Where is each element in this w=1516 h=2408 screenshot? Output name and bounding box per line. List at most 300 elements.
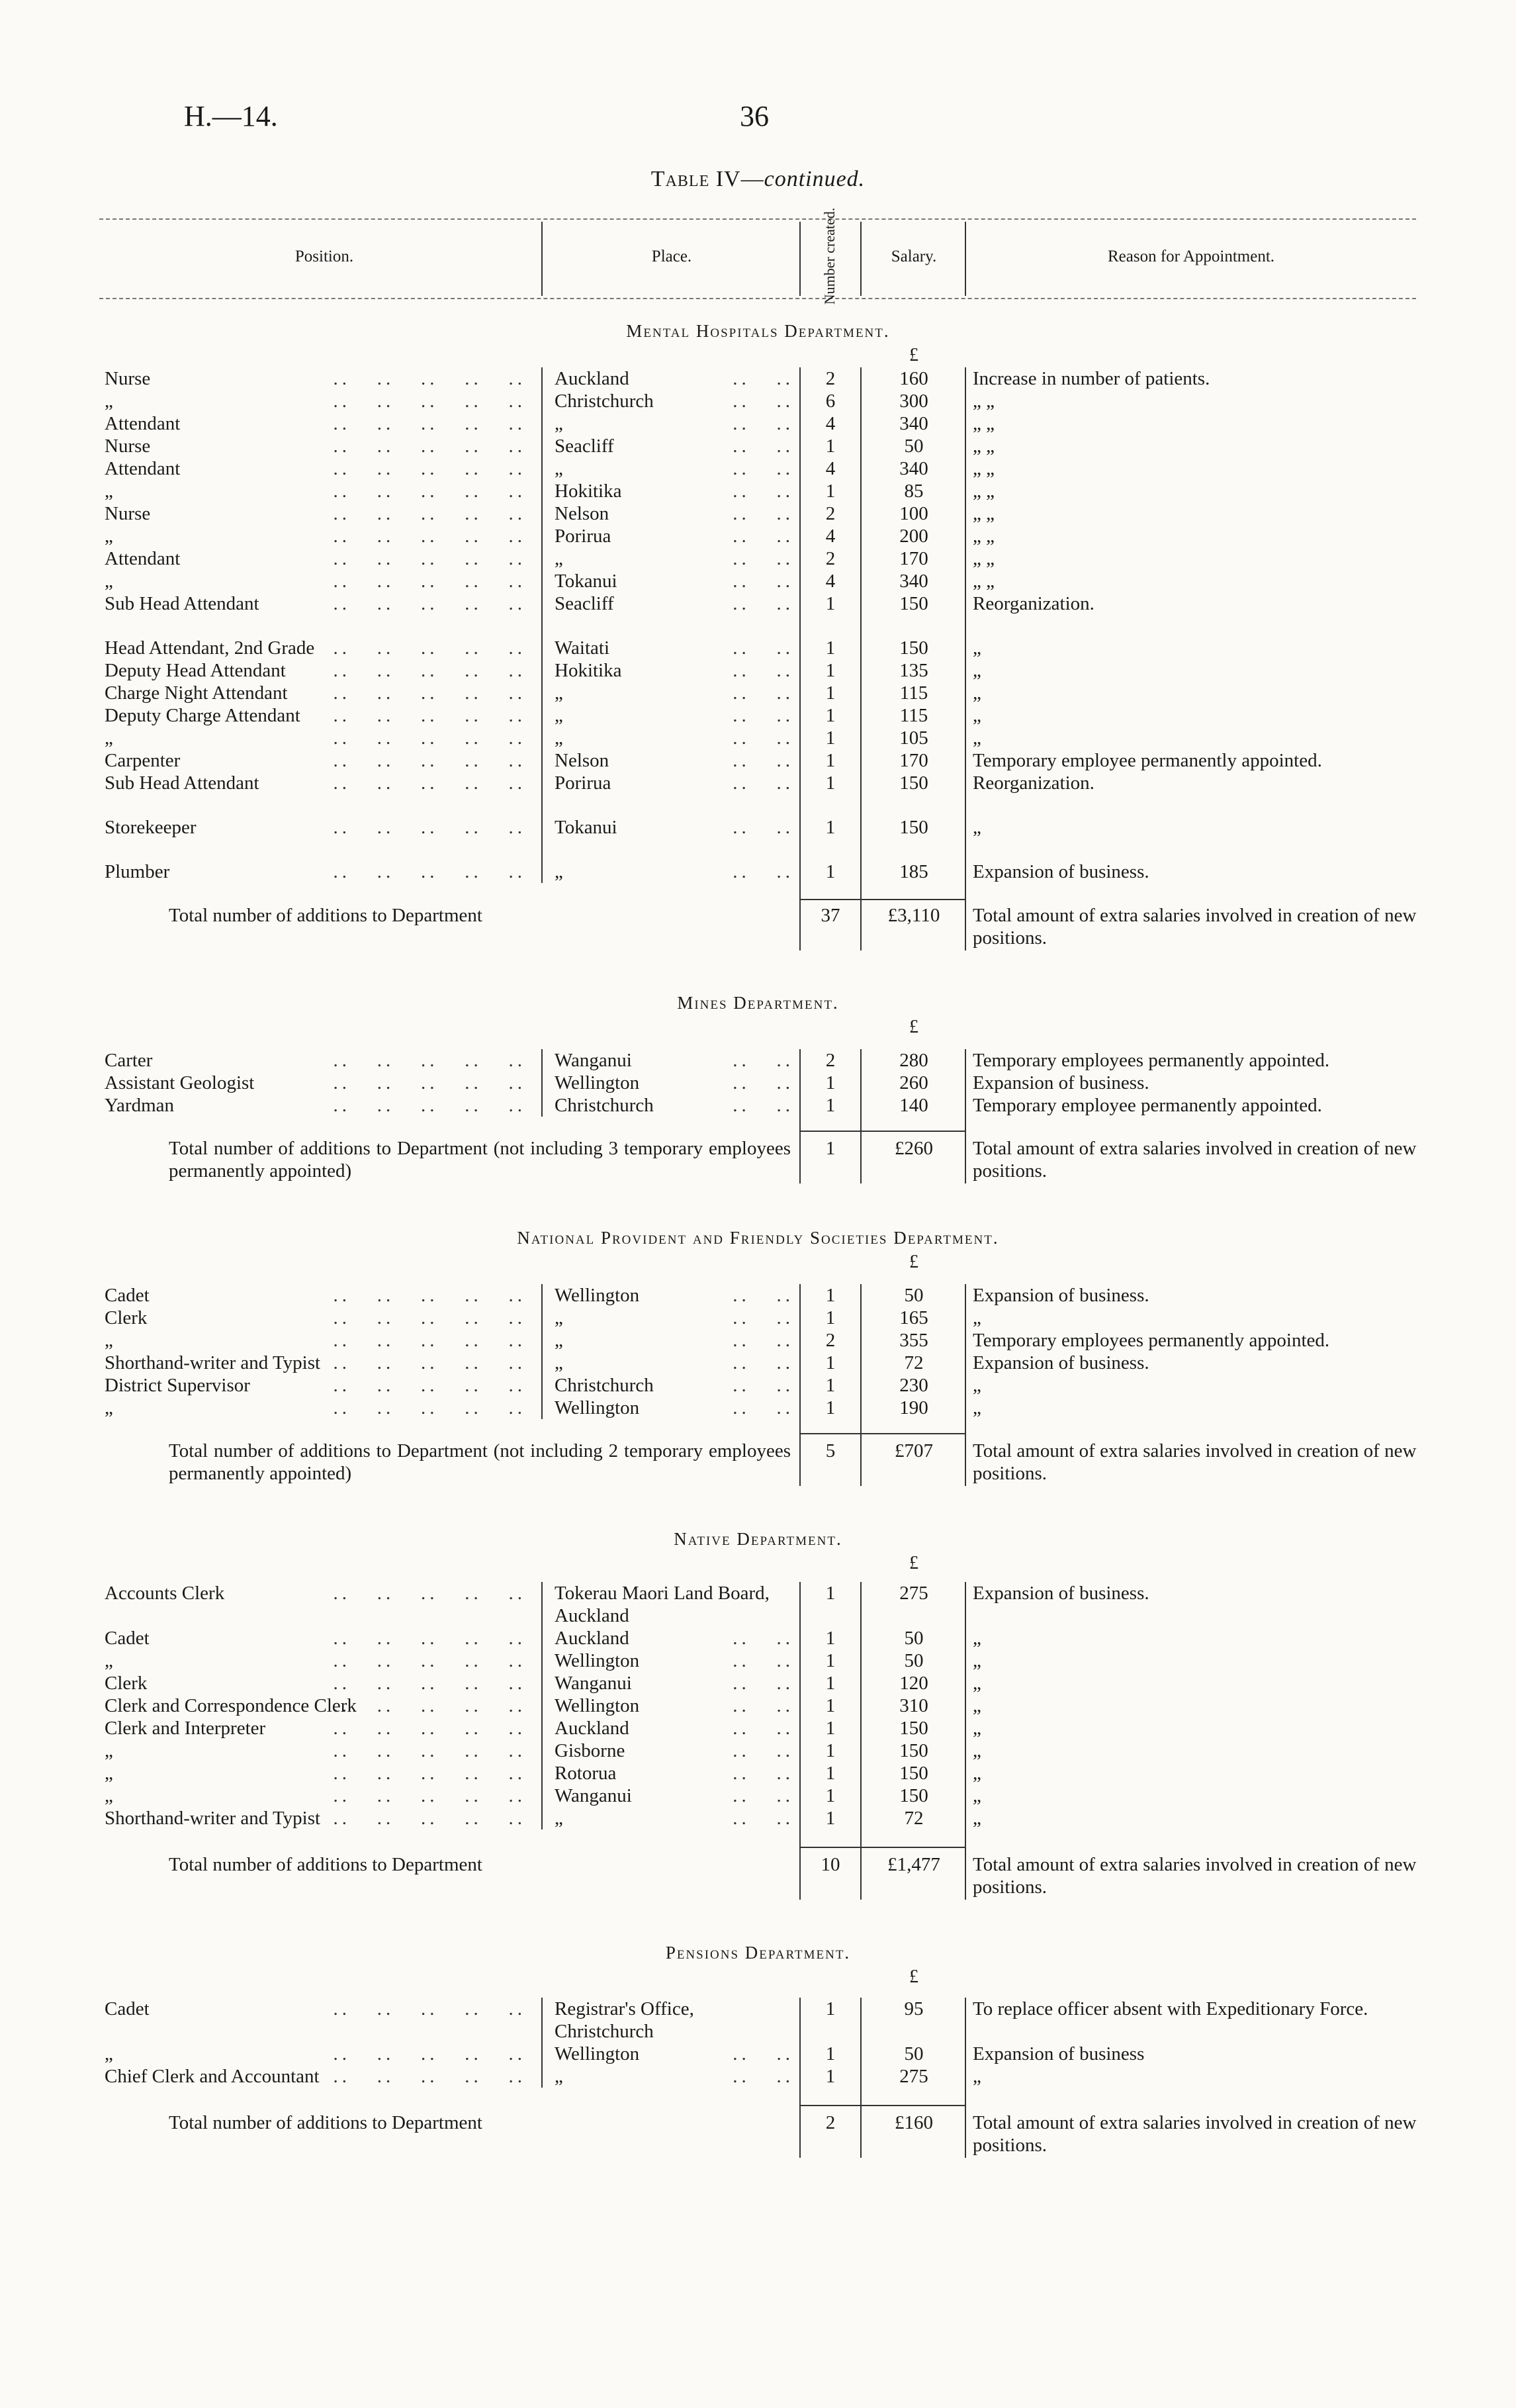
total-number: 5 <box>825 1440 836 1461</box>
position-cell: „ <box>105 1785 113 1806</box>
salary-cell: 310 <box>899 1695 928 1716</box>
header-divider <box>541 222 543 296</box>
total-reason: Total amount of extra salaries involved in creation of new positions. <box>973 2112 1417 2156</box>
reason-cell: Temporary employee permanently appointed. <box>973 750 1322 771</box>
leader-dots: .. .. <box>733 571 794 592</box>
number-cell: 2 <box>825 1050 836 1071</box>
number-cell: 1 <box>825 817 836 838</box>
table-row <box>0 682 1516 704</box>
leader-dots: .. .. <box>733 861 794 882</box>
leader-dots: .. .. .. .. .. <box>333 436 526 457</box>
leader-dots: .. .. <box>733 705 794 726</box>
leader-dots: .. .. <box>733 1740 794 1761</box>
table-row <box>0 1739 1516 1762</box>
salary-cell: 150 <box>899 593 928 614</box>
position-cell: „ <box>105 1397 113 1418</box>
leader-dots: .. .. <box>733 526 794 547</box>
header-divider <box>799 222 801 296</box>
leader-dots: .. .. .. .. .. <box>333 1695 526 1716</box>
position-cell: Clerk and Correspondence Clerk <box>105 1695 357 1716</box>
number-cell: 2 <box>825 503 836 524</box>
leader-dots: .. .. <box>733 1785 794 1806</box>
table-row <box>0 525 1516 547</box>
position-cell: Attendant <box>105 548 181 569</box>
total-number: 10 <box>821 1854 840 1875</box>
total-number: 2 <box>825 2112 836 2133</box>
position-cell: Sub Head Attendant <box>105 593 259 614</box>
position-cell: Yardman <box>105 1095 174 1116</box>
table-row <box>0 1307 1516 1329</box>
salary-cell: 85 <box>904 481 924 502</box>
place-cell: Wellington <box>555 1285 640 1306</box>
reason-cell: Temporary employees permanently appointed. <box>973 1330 1330 1351</box>
number-cell: 1 <box>825 660 836 681</box>
salary-cell: 50 <box>904 1285 924 1306</box>
place-cell: Wanganui <box>555 1050 632 1071</box>
leader-dots: .. .. <box>733 593 794 614</box>
leader-dots: .. .. .. .. .. <box>333 548 526 569</box>
leader-dots: .. .. <box>733 2043 794 2064</box>
reason-cell: „ <box>973 1785 981 1806</box>
number-cell: 1 <box>825 436 836 457</box>
salary-cell: 120 <box>899 1673 928 1694</box>
salary-cell: 340 <box>899 458 928 479</box>
place-cell: Wanganui <box>555 1785 632 1806</box>
place-cell: Tokanui <box>555 817 617 838</box>
table-row <box>0 1717 1516 1739</box>
salary-cell: 150 <box>899 1718 928 1739</box>
table-row <box>0 457 1516 480</box>
number-cell: 1 <box>825 1673 836 1694</box>
position-cell: Cadet <box>105 1628 150 1649</box>
leader-dots: .. .. <box>733 503 794 524</box>
leader-dots: .. .. .. .. .. <box>333 458 526 479</box>
number-cell: 1 <box>825 1628 836 1649</box>
table-row <box>0 772 1516 794</box>
salary-cell: 230 <box>899 1375 928 1396</box>
table-row <box>0 592 1516 615</box>
leader-dots: .. .. <box>733 1808 794 1829</box>
position-cell: „ <box>105 1330 113 1351</box>
total-label: Total number of additions to Department (not including 3 temporary employees permanently appointed) <box>169 1138 791 1181</box>
leader-dots: .. .. <box>733 1352 794 1373</box>
position-cell: Charge Night Attendant <box>105 682 288 704</box>
leader-dots: .. .. <box>733 727 794 749</box>
table-title-suffix: continued. <box>764 167 866 191</box>
salary-cell: 340 <box>899 413 928 434</box>
number-cell: 1 <box>825 1740 836 1761</box>
table-row <box>0 367 1516 390</box>
salary-cell: 115 <box>899 682 928 704</box>
number-cell: 1 <box>825 637 836 659</box>
number-cell: 1 <box>825 2066 836 2087</box>
reason-cell: „ „ <box>973 413 995 434</box>
reason-cell: „ <box>973 2066 981 2087</box>
table-row <box>0 749 1516 772</box>
total-label: Total number of additions to Department <box>169 1854 482 1875</box>
salary-cell: 50 <box>904 1628 924 1649</box>
column-header-place: Place. <box>651 248 692 265</box>
total-salary: £160 <box>895 2112 933 2133</box>
leader-dots: .. .. <box>733 1095 794 1116</box>
position-cell: Plumber <box>105 861 170 882</box>
position-cell: „ <box>105 1763 113 1784</box>
number-cell: 1 <box>825 727 836 749</box>
place-cell: „ <box>555 413 563 434</box>
salary-cell: 150 <box>899 1763 928 1784</box>
leader-dots: .. .. .. .. .. <box>333 593 526 614</box>
reason-cell: „ <box>973 1673 981 1694</box>
salary-cell: 150 <box>899 637 928 659</box>
place-cell: Christchurch <box>555 391 654 412</box>
table-row <box>0 1582 1516 1626</box>
position-cell: Carpenter <box>105 750 181 771</box>
table-row <box>0 704 1516 727</box>
table-title <box>0 167 1516 192</box>
number-cell: 2 <box>825 1330 836 1351</box>
total-number: 1 <box>825 1138 836 1159</box>
position-cell: „ <box>105 1650 113 1671</box>
header-divider <box>860 222 862 296</box>
number-cell: 1 <box>825 772 836 794</box>
position-cell: Nurse <box>105 503 151 524</box>
leader-dots: .. .. .. .. .. <box>333 1583 526 1604</box>
salary-cell: 115 <box>899 705 928 726</box>
salary-cell: 135 <box>899 660 928 681</box>
total-rule <box>799 1131 965 1132</box>
currency-symbol: £ <box>909 1967 918 1987</box>
place-cell: Auckland <box>555 1628 629 1649</box>
leader-dots: .. .. .. .. .. <box>333 1330 526 1351</box>
leader-dots: .. .. <box>733 368 794 389</box>
number-cell: 1 <box>825 1397 836 1418</box>
leader-dots: .. .. <box>733 772 794 794</box>
place-cell: Wellington <box>555 1695 640 1716</box>
leader-dots: .. .. .. .. .. <box>333 1285 526 1306</box>
leader-dots: .. .. .. .. .. <box>333 660 526 681</box>
table-row <box>0 727 1516 749</box>
position-cell: District Supervisor <box>105 1375 250 1396</box>
total-reason: Total amount of extra salaries involved in creation of new positions. <box>973 1440 1417 1484</box>
reason-cell: Temporary employees permanently appointed. <box>973 1050 1330 1071</box>
reason-cell: „ <box>973 660 981 681</box>
leader-dots: .. .. .. .. .. <box>333 727 526 749</box>
leader-dots: .. .. .. .. .. <box>333 1808 526 1829</box>
leader-dots: .. .. .. .. .. <box>333 1650 526 1671</box>
position-cell: Deputy Head Attendant <box>105 660 286 681</box>
table-row <box>0 390 1516 412</box>
reason-cell: „ <box>973 637 981 659</box>
number-cell: 1 <box>825 861 836 882</box>
salary-cell: 275 <box>899 2066 928 2087</box>
leader-dots: .. .. <box>733 2066 794 2087</box>
position-cell: „ <box>105 481 113 502</box>
number-cell: 1 <box>825 705 836 726</box>
reason-cell: „ <box>973 1307 981 1328</box>
number-cell: 1 <box>825 1650 836 1671</box>
place-cell: Christchurch <box>555 1095 654 1116</box>
place-cell: Nelson <box>555 750 609 771</box>
table-row <box>0 1694 1516 1717</box>
table-row <box>0 1284 1516 1307</box>
reason-cell: „ <box>973 727 981 749</box>
place-cell: Seacliff <box>555 593 614 614</box>
salary-cell: 150 <box>899 1740 928 1761</box>
reason-cell: „ <box>973 682 981 704</box>
leader-dots: .. .. .. .. .. <box>333 1397 526 1418</box>
column-header-reason: Reason for Appointment. <box>1107 248 1275 265</box>
table-title-prefix: Table IV— <box>650 167 764 191</box>
number-cell: 1 <box>825 1695 836 1716</box>
position-cell: Nurse <box>105 436 151 457</box>
place-cell: „ <box>555 861 563 882</box>
place-cell: Porirua <box>555 772 611 794</box>
leader-dots: .. .. .. .. .. <box>333 1763 526 1784</box>
salary-cell: 150 <box>899 1785 928 1806</box>
reason-cell: „ <box>973 1695 981 1716</box>
salary-cell: 340 <box>899 571 928 592</box>
reason-cell: Temporary employee permanently appointed. <box>973 1095 1322 1116</box>
reason-cell: Expansion of business <box>973 2043 1145 2064</box>
number-cell: 4 <box>825 526 836 547</box>
leader-dots: .. .. <box>733 436 794 457</box>
place-cell: Christchurch <box>555 1375 654 1396</box>
table-row <box>0 412 1516 435</box>
total-rule <box>799 1433 965 1434</box>
position-cell: Cadet <box>105 1285 150 1306</box>
leader-dots: .. .. .. .. .. <box>333 2066 526 2087</box>
header-divider <box>965 222 966 296</box>
reason-cell: „ „ <box>973 503 995 524</box>
number-cell: 2 <box>825 368 836 389</box>
position-cell: Cadet <box>105 1998 150 2019</box>
total-salary: £3,110 <box>887 905 940 926</box>
place-cell: Rotorua <box>555 1763 617 1784</box>
column-header-position: Position. <box>294 248 354 265</box>
salary-cell: 50 <box>904 2043 924 2064</box>
leader-dots: .. .. .. .. .. <box>333 750 526 771</box>
salary-cell: 260 <box>899 1072 928 1093</box>
place-cell: Registrar's Office, Christchurch <box>555 1998 694 2042</box>
reason-cell: „ <box>973 705 981 726</box>
currency-symbol: £ <box>909 1553 918 1573</box>
leader-dots: .. .. <box>733 458 794 479</box>
reason-cell: To replace officer absent with Expeditionary Force. <box>973 1998 1368 2019</box>
reason-cell: „ <box>973 1718 981 1739</box>
leader-dots: .. .. <box>733 1718 794 1739</box>
leader-dots: .. .. <box>733 1628 794 1649</box>
total-rule <box>799 899 965 900</box>
salary-cell: 50 <box>904 436 924 457</box>
number-cell: 2 <box>825 548 836 569</box>
reason-cell: „ <box>973 1628 981 1649</box>
leader-dots: .. .. .. .. .. <box>333 682 526 704</box>
reason-cell: Expansion of business. <box>973 1583 1149 1604</box>
leader-dots: .. .. <box>733 1650 794 1671</box>
total-salary: £260 <box>895 1138 933 1159</box>
reason-cell: „ <box>973 1375 981 1396</box>
reason-cell: „ „ <box>973 391 995 412</box>
leader-dots: .. .. <box>733 660 794 681</box>
number-cell: 1 <box>825 1763 836 1784</box>
leader-dots: .. .. .. .. .. <box>333 637 526 659</box>
salary-cell: 280 <box>899 1050 928 1071</box>
document-reference: H.—14. <box>184 100 278 132</box>
place-cell: „ <box>555 548 563 569</box>
leader-dots: .. .. .. .. .. <box>333 503 526 524</box>
table-row <box>0 1762 1516 1784</box>
position-cell: Head Attendant, 2nd Grade <box>105 637 315 659</box>
leader-dots: .. .. .. .. .. <box>333 861 526 882</box>
reason-cell: „ <box>973 1397 981 1418</box>
table-row <box>0 435 1516 457</box>
table-row <box>0 1329 1516 1352</box>
total-rule <box>799 2105 965 2106</box>
place-cell: „ <box>555 727 563 749</box>
number-cell: 1 <box>825 1998 836 2019</box>
leader-dots: .. .. .. .. .. <box>333 571 526 592</box>
leader-dots: .. .. .. .. .. <box>333 1307 526 1328</box>
leader-dots: .. .. .. .. .. <box>333 368 526 389</box>
place-cell: „ <box>555 458 563 479</box>
table-row <box>0 480 1516 502</box>
place-cell: Seacliff <box>555 436 614 457</box>
table-row <box>0 1352 1516 1374</box>
place-cell: Wellington <box>555 2043 640 2064</box>
column-header-salary: Salary. <box>891 248 937 265</box>
reason-cell: „ „ <box>973 481 995 502</box>
leader-dots: .. .. <box>733 413 794 434</box>
number-cell: 1 <box>825 593 836 614</box>
reason-cell: „ <box>973 1650 981 1671</box>
total-label: Total number of additions to Department <box>169 2112 482 2133</box>
leader-dots: .. .. .. .. .. <box>333 413 526 434</box>
reason-cell: „ „ <box>973 436 995 457</box>
leader-dots: .. .. <box>733 1397 794 1418</box>
table-row <box>0 1397 1516 1419</box>
position-cell: Carter <box>105 1050 153 1071</box>
salary-cell: 185 <box>899 861 928 882</box>
reason-cell: „ <box>973 1740 981 1761</box>
place-cell: „ <box>555 1352 563 1373</box>
position-cell: Chief Clerk and Accountant <box>105 2066 320 2087</box>
place-cell: Tokanui <box>555 571 617 592</box>
leader-dots: .. .. .. .. .. <box>333 1785 526 1806</box>
place-cell: „ <box>555 1330 563 1351</box>
salary-cell: 95 <box>904 1998 924 2019</box>
leader-dots: .. .. <box>733 548 794 569</box>
reason-cell: Reorganization. <box>973 593 1094 614</box>
number-cell: 4 <box>825 458 836 479</box>
number-cell: 1 <box>825 1718 836 1739</box>
leader-dots: .. .. .. .. .. <box>333 817 526 838</box>
leader-dots: .. .. <box>733 1375 794 1396</box>
total-label: Total number of additions to Department (not including 2 temporary employees permanently appointed) <box>169 1440 791 1484</box>
place-cell: „ <box>555 705 563 726</box>
salary-cell: 150 <box>899 817 928 838</box>
table-row <box>0 1998 1516 2042</box>
place-cell: Auckland <box>555 368 629 389</box>
number-cell: 1 <box>825 750 836 771</box>
leader-dots: .. .. .. .. .. <box>333 1352 526 1373</box>
table-row <box>0 860 1516 883</box>
table-row <box>0 659 1516 682</box>
position-cell: Assistant Geologist <box>105 1072 255 1093</box>
position-cell: Nurse <box>105 368 151 389</box>
place-cell: Porirua <box>555 526 611 547</box>
leader-dots: .. .. <box>733 1050 794 1071</box>
salary-cell: 150 <box>899 772 928 794</box>
reason-cell: „ <box>973 817 981 838</box>
leader-dots: .. .. <box>733 1695 794 1716</box>
leader-dots: .. .. <box>733 1763 794 1784</box>
position-cell: Clerk <box>105 1307 148 1328</box>
header-top-rule <box>99 218 1416 220</box>
table-row <box>0 547 1516 570</box>
leader-dots: .. .. <box>733 637 794 659</box>
currency-symbol: £ <box>909 1252 918 1272</box>
number-cell: 1 <box>825 682 836 704</box>
salary-cell: 105 <box>899 727 928 749</box>
number-cell: 1 <box>825 1808 836 1829</box>
table-row <box>0 816 1516 839</box>
salary-cell: 140 <box>899 1095 928 1116</box>
place-cell: „ <box>555 1307 563 1328</box>
number-cell: 1 <box>825 1583 836 1604</box>
reason-cell: Increase in number of patients. <box>973 368 1210 389</box>
department-title: Mental Hospitals Department. <box>626 321 890 341</box>
salary-cell: 72 <box>904 1808 924 1829</box>
leader-dots: .. .. .. .. .. <box>333 481 526 502</box>
position-cell: Attendant <box>105 458 181 479</box>
leader-dots: .. .. <box>733 817 794 838</box>
total-number: 37 <box>821 905 840 926</box>
total-rule <box>799 1847 965 1848</box>
reason-cell: Expansion of business. <box>973 1072 1149 1093</box>
leader-dots: .. .. .. .. .. <box>333 526 526 547</box>
table-row <box>0 637 1516 659</box>
total-salary: £1,477 <box>887 1854 940 1875</box>
table-row <box>0 2043 1516 2065</box>
column-header-number: Number created. <box>821 207 838 305</box>
position-cell: „ <box>105 571 113 592</box>
currency-symbol: £ <box>909 1017 918 1037</box>
number-cell: 1 <box>825 1375 836 1396</box>
place-cell: Hokitika <box>555 660 622 681</box>
leader-dots: .. .. .. .. .. <box>333 1718 526 1739</box>
leader-dots: .. .. .. .. .. <box>333 1375 526 1396</box>
place-cell: Wanganui <box>555 1673 632 1694</box>
leader-dots: .. .. <box>733 391 794 412</box>
position-cell: „ <box>105 727 113 749</box>
salary-cell: 100 <box>899 503 928 524</box>
position-cell: „ <box>105 2043 113 2064</box>
table-row <box>0 570 1516 592</box>
position-cell: „ <box>105 1740 113 1761</box>
leader-dots: .. .. <box>733 1072 794 1093</box>
position-cell: Shorthand-writer and Typist <box>105 1352 321 1373</box>
number-cell: 1 <box>825 1072 836 1093</box>
position-cell: Clerk <box>105 1673 148 1694</box>
salary-cell: 72 <box>904 1352 924 1373</box>
table-row <box>0 1784 1516 1807</box>
leader-dots: .. .. .. .. .. <box>333 1095 526 1116</box>
reason-cell: „ „ <box>973 458 995 479</box>
number-cell: 1 <box>825 2043 836 2064</box>
salary-cell: 170 <box>899 750 928 771</box>
number-cell: 1 <box>825 1095 836 1116</box>
table-row <box>0 1627 1516 1649</box>
